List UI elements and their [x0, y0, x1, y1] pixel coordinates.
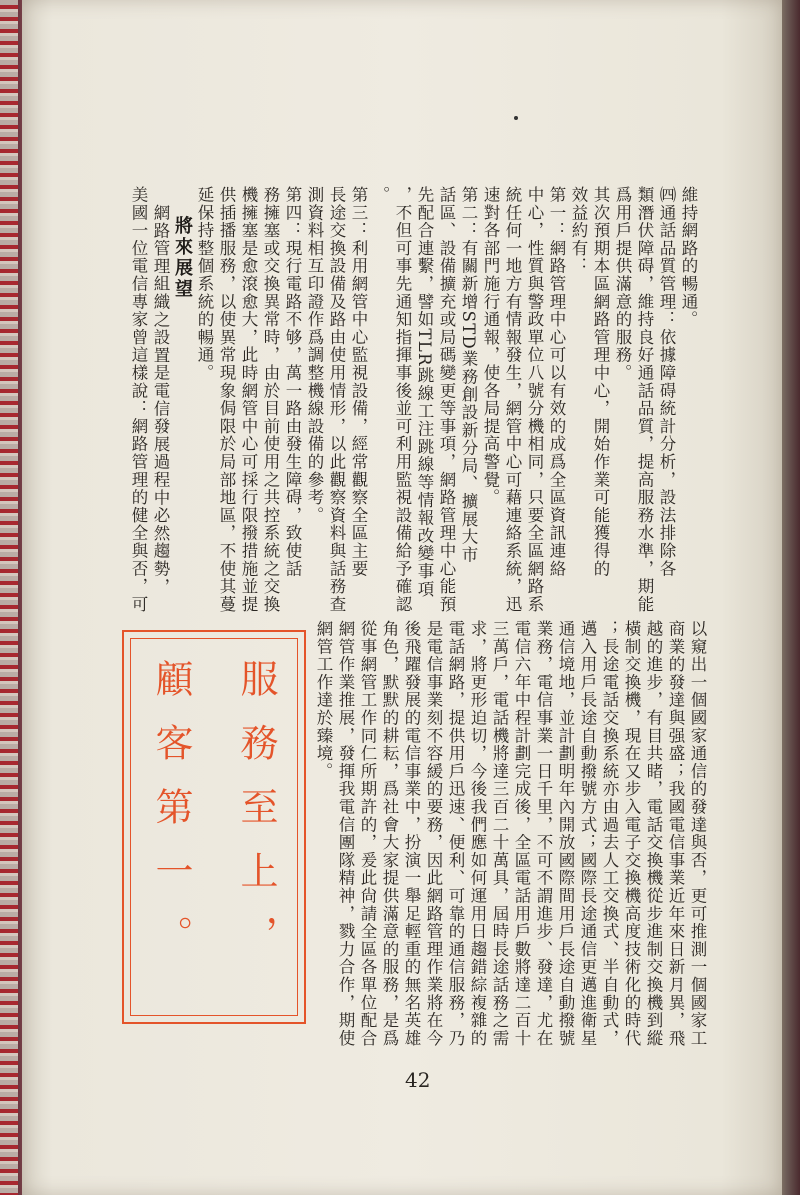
slogan-line-service: 服務至上， [234, 659, 278, 979]
text-column: 供插播服務，以使異常現象侷限於局部地區，不使其蔓 [217, 186, 236, 614]
text-column: ㈣通話品質管理：依據障碍統計分析，設法排除各 [657, 186, 676, 578]
text-column: 速對各部門施行通報，使各局提高警覺。 [481, 186, 500, 507]
binding-stitching [0, 0, 18, 1195]
text-column: 務擁塞或交換異常時，由於目前使用之共控系統之交換 [261, 186, 280, 614]
text-column: 。 [371, 186, 390, 204]
text-column: 商業的發達與强盛；我國電信事業近年來日新月異，飛 [666, 620, 685, 1048]
text-column: 延保持整個系統的暢通。 [195, 186, 214, 382]
text-column: 中心，性質與警政單位八號分機相同，只要全區網路系 [525, 186, 544, 614]
text-column: 長途交換設備及路由使用情形，以此觀察資料與話務查 [327, 186, 346, 614]
text-column: 第二：有關新增STD業務創設新分局、擴展大市 [459, 186, 478, 564]
text-column: 其次預期本區網路管理中心，開始作業可能獲得的 [591, 186, 610, 578]
book-page [22, 0, 782, 1195]
text-column: 美國一位電信專家曾這樣說：網路管理的健全與否，可 [129, 186, 148, 614]
text-column: 網管工作達於臻境。 [314, 620, 333, 781]
slogan-stamp-frame [122, 630, 306, 1024]
text-column: 統任何一地方有情報發生，網管中心可藉連絡系統，迅 [503, 186, 522, 614]
text-column: 網管作業推展，發揮我電信團隊精神，戮力合作，期使 [336, 620, 355, 1048]
text-column: 網路管理組織之設置是電信發展過程中必然趨勢， [151, 204, 170, 596]
text-column: 電信六年中程計劃完成後，全區電話用戶數將達二百十 [512, 620, 531, 1048]
text-column: 第三：利用網管中心監視設備，經常觀察全區主要 [349, 186, 368, 578]
text-column: 三萬戶，電話機將達三百二十萬具，屆時長途話務之需 [490, 620, 509, 1048]
text-column: 機擁塞是愈滾愈大，此時網管中心可採行限撥措施並提 [239, 186, 258, 614]
text-column: 維持網路的暢通。 [679, 186, 698, 329]
section-heading: 將來展望 [172, 216, 193, 300]
text-column: 求，將更形迫切，今後我們應如何運用日趨錯綜複雜的 [468, 620, 487, 1048]
text-column: 是電信事業刻不容緩的要務，因此網路管理作業將在今 [424, 620, 443, 1048]
text-column: 第四：現行電路不够，萬一路由發生障碍，致使話 [283, 186, 302, 578]
text-column: 橫制交換機，現在又步入電子交換機高度技術化的時代 [622, 620, 641, 1048]
text-column: 越的進步，有目共睹，電話交換機從步進制交換機到縱 [644, 620, 663, 1048]
text-column: 電話網路，提供用戶迅速、便利、可靠的通信服務，乃 [446, 620, 465, 1048]
text-column: 後飛躍發展的電信事業中，扮演一舉足輕重的無名英雄 [402, 620, 421, 1048]
text-column: 類潛伏障碍，維持良好通話品質，提高服務水準，期能 [635, 186, 654, 614]
text-column: 通信境地，並計劃明年內開放國際間用戶長途自動撥號 [556, 620, 575, 1048]
slogan-line-customer: 顧客第一。 [149, 659, 193, 979]
text-column: 話區、設備擴充或局碼變更等事項，網路管理中心能預 [437, 186, 456, 614]
page-number: 42 [405, 1068, 431, 1092]
upper-text-block [127, 186, 699, 613]
slogan-stamp-inner-frame [130, 638, 298, 1016]
lower-text-block [312, 620, 708, 1047]
ink-speck [514, 116, 518, 120]
text-column: ；長途電話交換系統亦由過去人工交換式、半自動式， [600, 620, 619, 1048]
text-column: 效益約有： [569, 186, 588, 275]
text-column: 角色，默默的耕耘，爲社會大家提供滿意的服務，是爲 [380, 620, 399, 1048]
text-column: 以窺出一個國家通信的發達與否，更可推測一個國家工 [688, 620, 707, 1048]
text-column: 爲用戶提供滿意的服務。 [613, 186, 632, 382]
text-column: 業務，電信事業一日千里，不可不謂進步、發達，尤在 [534, 620, 553, 1048]
text-column: 第一：網路管理中心可以有效的成爲全區資訊連絡 [547, 186, 566, 578]
text-column: ，不但可事先通知指揮事後並可利用監視設備給予確認 [393, 186, 412, 614]
text-column: 邁入用戶長途自動撥號方式；國際長途通信更邁進衛星 [578, 620, 597, 1048]
text-column: 先配合連繫，譬如TLR跳線工注跳線等情報改變事項 [415, 186, 434, 599]
text-column: 測資料相互印證作爲調整機線設備的參考。 [305, 186, 324, 525]
text-column: 從事網管工作同仁所期許的，爰此尙請全區各單位配合 [358, 620, 377, 1048]
